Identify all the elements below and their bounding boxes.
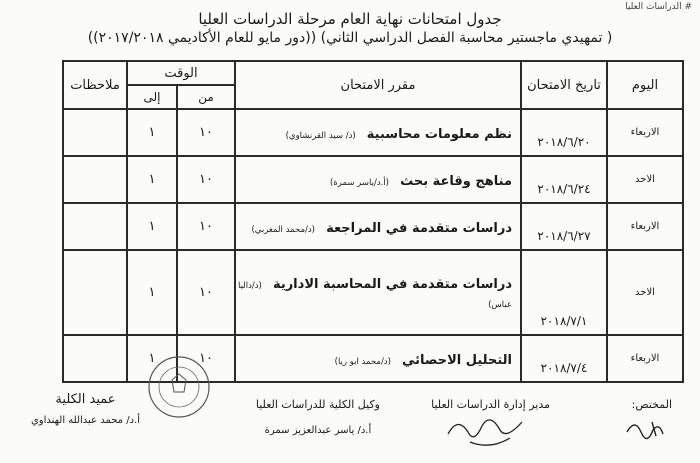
- table-row: [63, 203, 683, 250]
- corner-note: # الدراسات العليا: [625, 2, 692, 12]
- page-title: جدول امتحانات نهاية العام مرحلة الدراسات العليا: [198, 10, 502, 28]
- day-cell: الاربعاء: [607, 335, 683, 382]
- notes-cell: [63, 335, 127, 382]
- instructor-name: (أ.د/ياسر سمرة): [329, 177, 389, 188]
- course-name: مناهج وقاعة بحث: [400, 173, 512, 189]
- header-notes: ملاحظات: [63, 61, 127, 109]
- instructor-name: (د/محمد ابو ريا): [334, 357, 391, 368]
- header-date: تاريخ الامتحان: [521, 61, 607, 109]
- date-cell: ٢٠١٨/٧/٤: [521, 335, 607, 382]
- time-to-cell: ١: [127, 335, 177, 382]
- table-row: [63, 109, 683, 156]
- signature-scribble: [440, 412, 530, 452]
- course-name: التحليل الاحصائي: [402, 353, 512, 369]
- notes-cell: [63, 203, 127, 250]
- day-cell: الاحد: [607, 250, 683, 335]
- day-cell: الاربعاء: [607, 203, 683, 250]
- date-cell: ٢٠١٨/٦/٢٧: [521, 203, 607, 250]
- date-cell: ٢٠١٨/٦/٢٤: [521, 156, 607, 203]
- table-row: [63, 156, 683, 203]
- instructor-name: (د/ سيد القرنشاوي): [285, 130, 356, 141]
- signature-scribble: [622, 414, 672, 444]
- vice-dean-name: أ.د/ ياسر عبدالعزيز سمرة: [264, 425, 372, 436]
- course-cell: [235, 250, 521, 335]
- dean-signature-block: [31, 392, 140, 426]
- course-name: نظم معلومات محاسبية: [366, 126, 512, 142]
- time-from-cell: ١٠: [177, 250, 235, 335]
- vice-dean-title: وكيل الكلية للدراسات العليا: [255, 398, 380, 411]
- course-cell: [235, 335, 521, 382]
- official-stamp-icon: [140, 352, 218, 422]
- header-time-to: إلى: [127, 85, 177, 109]
- time-to-cell: ١: [127, 109, 177, 156]
- notes-cell: [63, 156, 127, 203]
- time-from-cell: ١٠: [177, 335, 235, 382]
- time-to-cell: ١: [127, 203, 177, 250]
- date-cell: ٢٠١٨/٧/١: [521, 250, 607, 335]
- vice-dean-signature-block: [256, 398, 380, 436]
- header-time: الوقت: [127, 61, 235, 85]
- course-cell: [235, 109, 521, 156]
- time-to-cell: ١: [127, 250, 177, 335]
- time-to-cell: ١: [127, 156, 177, 203]
- admin-signature-block: [431, 398, 550, 411]
- course-name: دراسات متقدمة في المحاسبة الادارية: [272, 277, 512, 293]
- course-cell: [235, 156, 521, 203]
- date-cell: ٢٠١٨/٦/٢٠: [521, 109, 607, 156]
- header-day: اليوم: [607, 61, 683, 109]
- table-row: [63, 250, 683, 335]
- specialist-signature-block: [632, 398, 672, 411]
- time-from-cell: ١٠: [177, 156, 235, 203]
- day-cell: الاربعاء: [607, 109, 683, 156]
- time-from-cell: ١٠: [177, 203, 235, 250]
- notes-cell: [63, 250, 127, 335]
- header-course: مقرر الامتحان: [235, 61, 521, 109]
- header-time-from: من: [177, 85, 235, 109]
- course-name: دراسات متقدمة في المراجعة: [326, 220, 512, 236]
- signature-area: [0, 390, 700, 463]
- dean-name: أ.د/ محمد عبدالله الهنداوي: [30, 415, 140, 426]
- exam-schedule-table: [62, 60, 684, 383]
- course-cell: [235, 203, 521, 250]
- instructor-name: (د/داليا عباس): [237, 281, 512, 311]
- dean-title: عميد الكلية: [55, 392, 116, 407]
- notes-cell: [63, 109, 127, 156]
- day-cell: الاحد: [607, 156, 683, 203]
- instructor-name: (د/محمد المغربي): [251, 224, 315, 235]
- specialist-title: المختص:: [631, 398, 672, 411]
- page-subtitle: ( تمهيدي ماجستير محاسبة الفصل الدراسي الثاني) ((دور مايو للعام الأكاديمي ٢٠١٧/٢٠١٨)): [87, 30, 613, 46]
- time-from-cell: ١٠: [177, 109, 235, 156]
- admin-title: مدير إدارة الدراسات العليا: [431, 398, 550, 411]
